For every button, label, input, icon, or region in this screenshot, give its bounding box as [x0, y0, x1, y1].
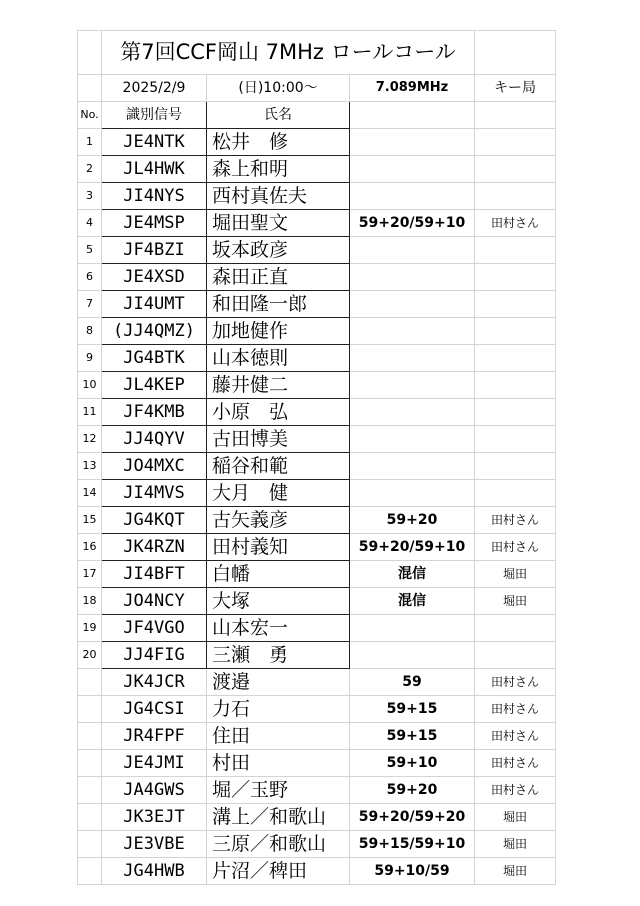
table-row [78, 696, 556, 723]
callsign-cell: JO4NCY [102, 588, 207, 615]
title-empty-cell [475, 31, 556, 75]
row-number: 7 [78, 291, 102, 318]
note-cell: 田村さん [475, 750, 556, 777]
row-number: 13 [78, 453, 102, 480]
table-row [78, 669, 556, 696]
name-cell: 坂本政彦 [207, 237, 350, 264]
callsign-cell: JE3VBE [102, 831, 207, 858]
name-cell: 田村義知 [207, 534, 350, 561]
note-cell [475, 129, 556, 156]
callsign-cell: JI4BFT [102, 561, 207, 588]
note-cell [475, 264, 556, 291]
report-cell: 59+10/59 [350, 858, 475, 885]
report-cell [350, 291, 475, 318]
report-cell [350, 156, 475, 183]
report-cell: 59+20/59+10 [350, 210, 475, 237]
callsign-cell: JA4GWS [102, 777, 207, 804]
report-cell [350, 237, 475, 264]
callsign-cell: JE4MSP [102, 210, 207, 237]
callsign-cell: JJ4FIG [102, 642, 207, 669]
name-cell: 森上和明 [207, 156, 350, 183]
note-cell [475, 642, 556, 669]
note-cell [475, 480, 556, 507]
row-number [78, 777, 102, 804]
row-number: 12 [78, 426, 102, 453]
callsign-cell: JE4NTK [102, 129, 207, 156]
note-cell: 堀田 [475, 858, 556, 885]
callsign-cell: JL4HWK [102, 156, 207, 183]
table-row [78, 723, 556, 750]
callsign-cell: JO4MXC [102, 453, 207, 480]
callsign-cell: JG4CSI [102, 696, 207, 723]
row-number: 14 [78, 480, 102, 507]
report-cell [350, 183, 475, 210]
table-row [78, 156, 556, 183]
table-row [78, 318, 556, 345]
name-cell: 古矢義彦 [207, 507, 350, 534]
name-cell: 三原／和歌山 [207, 831, 350, 858]
report-cell [350, 318, 475, 345]
row-number: 4 [78, 210, 102, 237]
table-row [78, 561, 556, 588]
name-cell: 大塚 [207, 588, 350, 615]
key-station-header: キー局 [475, 75, 556, 102]
table-row [78, 750, 556, 777]
name-cell: 古田博美 [207, 426, 350, 453]
name-cell: 大月 健 [207, 480, 350, 507]
table-row [78, 534, 556, 561]
row-number: 20 [78, 642, 102, 669]
info-spacer-cell [78, 75, 102, 102]
row-number: 2 [78, 156, 102, 183]
row-number: 8 [78, 318, 102, 345]
name-cell: 山本徳則 [207, 345, 350, 372]
name-cell: 堀田聖文 [207, 210, 350, 237]
name-cell: 西村真佐夫 [207, 183, 350, 210]
name-header: 氏名 [207, 102, 350, 129]
row-number: 5 [78, 237, 102, 264]
name-cell: 松井 修 [207, 129, 350, 156]
row-number: 10 [78, 372, 102, 399]
row-number [78, 696, 102, 723]
note-cell [475, 615, 556, 642]
note-cell [475, 426, 556, 453]
report-cell [350, 642, 475, 669]
row-number: 11 [78, 399, 102, 426]
row-number: 1 [78, 129, 102, 156]
report-cell [350, 372, 475, 399]
callsign-cell: JI4MVS [102, 480, 207, 507]
row-number [78, 723, 102, 750]
column-header-row [78, 102, 556, 129]
callsign-cell: JR4FPF [102, 723, 207, 750]
note-cell: 堀田 [475, 831, 556, 858]
name-cell: 片沼／稗田 [207, 858, 350, 885]
callsign-cell: JE4XSD [102, 264, 207, 291]
note-header-empty [475, 102, 556, 129]
callsign-cell: (JJ4QMZ) [102, 318, 207, 345]
report-cell: 59+15 [350, 723, 475, 750]
name-cell: 加地健作 [207, 318, 350, 345]
callsign-cell: JK3EJT [102, 804, 207, 831]
name-cell: 白幡 [207, 561, 350, 588]
note-cell: 堀田 [475, 561, 556, 588]
callsign-cell: JJ4QYV [102, 426, 207, 453]
report-cell [350, 399, 475, 426]
callsign-cell: JL4KEP [102, 372, 207, 399]
note-cell [475, 237, 556, 264]
report-cell [350, 426, 475, 453]
note-cell [475, 372, 556, 399]
note-cell [475, 183, 556, 210]
table-row [78, 291, 556, 318]
note-cell: 田村さん [475, 723, 556, 750]
report-cell: 59+20/59+10 [350, 534, 475, 561]
name-cell: 力石 [207, 696, 350, 723]
callsign-cell: JG4HWB [102, 858, 207, 885]
callsign-cell: JG4KQT [102, 507, 207, 534]
name-cell: 三瀬 勇 [207, 642, 350, 669]
table-row [78, 129, 556, 156]
row-number: 6 [78, 264, 102, 291]
name-cell: 村田 [207, 750, 350, 777]
callsign-cell: JK4JCR [102, 669, 207, 696]
note-cell [475, 345, 556, 372]
report-cell: 59+20/59+20 [350, 804, 475, 831]
table-row [78, 858, 556, 885]
table-row [78, 210, 556, 237]
report-cell: 59+20 [350, 777, 475, 804]
table-row [78, 426, 556, 453]
name-cell: 森田正直 [207, 264, 350, 291]
report-cell [350, 264, 475, 291]
row-number: 9 [78, 345, 102, 372]
date-cell: 2025/2/9 [102, 75, 207, 102]
table-row [78, 264, 556, 291]
report-cell: 59+20 [350, 507, 475, 534]
callsign-cell: JI4UMT [102, 291, 207, 318]
no-header: No. [78, 102, 102, 129]
report-cell [350, 129, 475, 156]
callsign-cell: JI4NYS [102, 183, 207, 210]
note-cell [475, 156, 556, 183]
note-cell: 堀田 [475, 804, 556, 831]
report-cell: 混信 [350, 588, 475, 615]
title-row [78, 31, 556, 75]
table-row [78, 237, 556, 264]
report-header-empty [350, 102, 475, 129]
name-cell: 藤井健二 [207, 372, 350, 399]
row-number [78, 858, 102, 885]
callsign-cell: JK4RZN [102, 534, 207, 561]
name-cell: 渡邉 [207, 669, 350, 696]
name-cell: 小原 弘 [207, 399, 350, 426]
table-row [78, 399, 556, 426]
note-cell: 田村さん [475, 777, 556, 804]
title-spacer-cell [78, 31, 102, 75]
report-cell: 59 [350, 669, 475, 696]
table-row [78, 831, 556, 858]
report-cell: 59+10 [350, 750, 475, 777]
row-number: 19 [78, 615, 102, 642]
table-row [78, 642, 556, 669]
name-cell: 和田隆一郎 [207, 291, 350, 318]
row-number [78, 669, 102, 696]
note-cell: 田村さん [475, 210, 556, 237]
row-number: 18 [78, 588, 102, 615]
row-number: 15 [78, 507, 102, 534]
report-cell: 59+15/59+10 [350, 831, 475, 858]
callsign-cell: JG4BTK [102, 345, 207, 372]
row-number [78, 804, 102, 831]
name-cell: 山本宏一 [207, 615, 350, 642]
callsign-cell: JF4KMB [102, 399, 207, 426]
report-cell [350, 615, 475, 642]
note-cell: 田村さん [475, 669, 556, 696]
name-cell: 住田 [207, 723, 350, 750]
note-cell [475, 291, 556, 318]
table-row [78, 480, 556, 507]
row-number [78, 750, 102, 777]
note-cell: 堀田 [475, 588, 556, 615]
info-row [78, 75, 556, 102]
note-cell [475, 399, 556, 426]
sheet-title: 第7回CCF岡山 7MHz ロールコール [102, 31, 475, 75]
report-cell [350, 480, 475, 507]
note-cell: 田村さん [475, 696, 556, 723]
note-cell: 田村さん [475, 507, 556, 534]
name-cell: 溝上／和歌山 [207, 804, 350, 831]
row-number [78, 831, 102, 858]
roll-call-sheet [77, 30, 556, 885]
name-cell: 稲谷和範 [207, 453, 350, 480]
table-row [78, 588, 556, 615]
callsign-cell: JF4VGO [102, 615, 207, 642]
callsign-header: 識別信号 [102, 102, 207, 129]
time-cell: (日)10:00～ [207, 75, 350, 102]
frequency-cell: 7.089MHz [350, 75, 475, 102]
table-row [78, 453, 556, 480]
table-row [78, 507, 556, 534]
report-cell: 59+15 [350, 696, 475, 723]
name-cell: 堀／玉野 [207, 777, 350, 804]
note-cell [475, 318, 556, 345]
note-cell [475, 453, 556, 480]
table-row [78, 777, 556, 804]
callsign-cell: JF4BZI [102, 237, 207, 264]
row-number: 3 [78, 183, 102, 210]
table-row [78, 183, 556, 210]
table-row [78, 804, 556, 831]
callsign-cell: JE4JMI [102, 750, 207, 777]
row-number: 16 [78, 534, 102, 561]
note-cell: 田村さん [475, 534, 556, 561]
table-row [78, 615, 556, 642]
table-row [78, 345, 556, 372]
report-cell [350, 453, 475, 480]
row-number: 17 [78, 561, 102, 588]
table-row [78, 372, 556, 399]
report-cell: 混信 [350, 561, 475, 588]
sheet-body [78, 31, 556, 885]
report-cell [350, 345, 475, 372]
